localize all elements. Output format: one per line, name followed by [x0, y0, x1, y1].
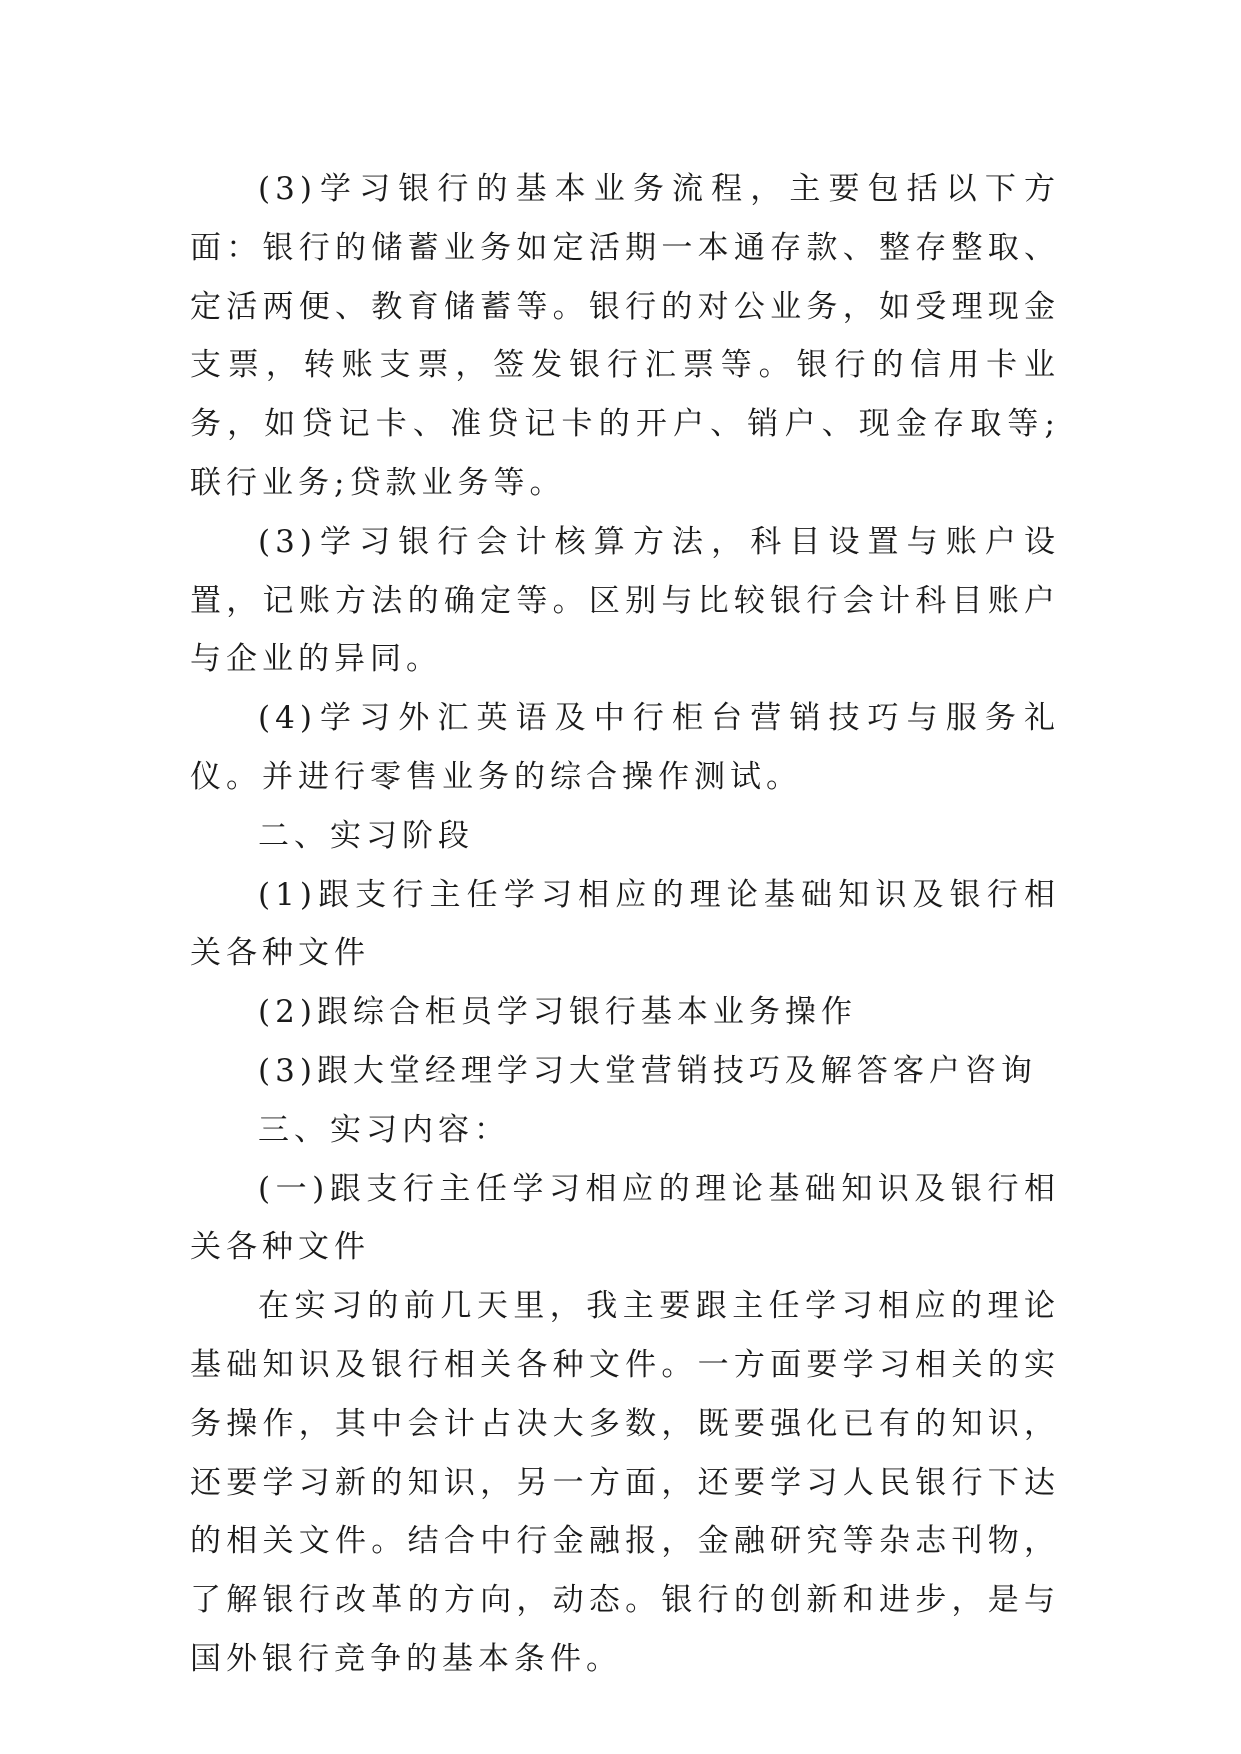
section-heading-internship-stages: 二、实习阶段 — [258, 817, 474, 854]
section-heading-internship-content: 三、实习内容： — [258, 1111, 510, 1148]
paragraph-forex-english: (4)学习外汇英语及中行柜台营销技巧与服务礼仪。并进行零售业务的综合操作测试。 — [190, 700, 1060, 795]
paragraph-business-process: (3)学习银行的基本业务流程，主要包括以下方面：银行的储蓄业务如定活期一本通存款、整存整取、定活两便、教育储蓄等。银行的对公业务，如受理现金支票，转账支票，签发银行汇票等。银行的信用卡业务，如贷记卡、准贷记卡的开户、销户、现金存取等;联行业务;贷款业务等。 — [190, 171, 1060, 501]
paragraph-stage-1: (1)跟支行主任学习相应的理论基础知识及银行相关各种文件 — [190, 876, 1060, 972]
paragraph-first-days: 在实习的前几天里，我主要跟主任学习相应的理论基础知识及银行相关各种文件。一方面要学习相关的实务操作，其中会计占决大多数，既要强化已有的知识，还要学习新的知识，另一方面，还要学习人民银行下达的相关文件。结合中行金融报，金融研究等杂志刊物，了解银行改革的方向，动态。银行的创新和进步，是与国外银行竞争的基本条件。 — [190, 1288, 1060, 1677]
subheading-content-1: (一)跟支行主任学习相应的理论基础知识及银行相关各种文件 — [190, 1170, 1060, 1266]
document-body — [190, 160, 1060, 1689]
paragraph-accounting-methods: (3)学习银行会计核算方法，科目设置与账户设置，记账方法的确定等。区别与比较银行会计科目账户与企业的异同。 — [190, 523, 1060, 678]
paragraph-stage-2: (2)跟综合柜员学习银行基本业务操作 — [258, 994, 857, 1031]
paragraph-stage-3: (3)跟大堂经理学习大堂营销技巧及解答客户咨询 — [258, 1052, 1037, 1089]
